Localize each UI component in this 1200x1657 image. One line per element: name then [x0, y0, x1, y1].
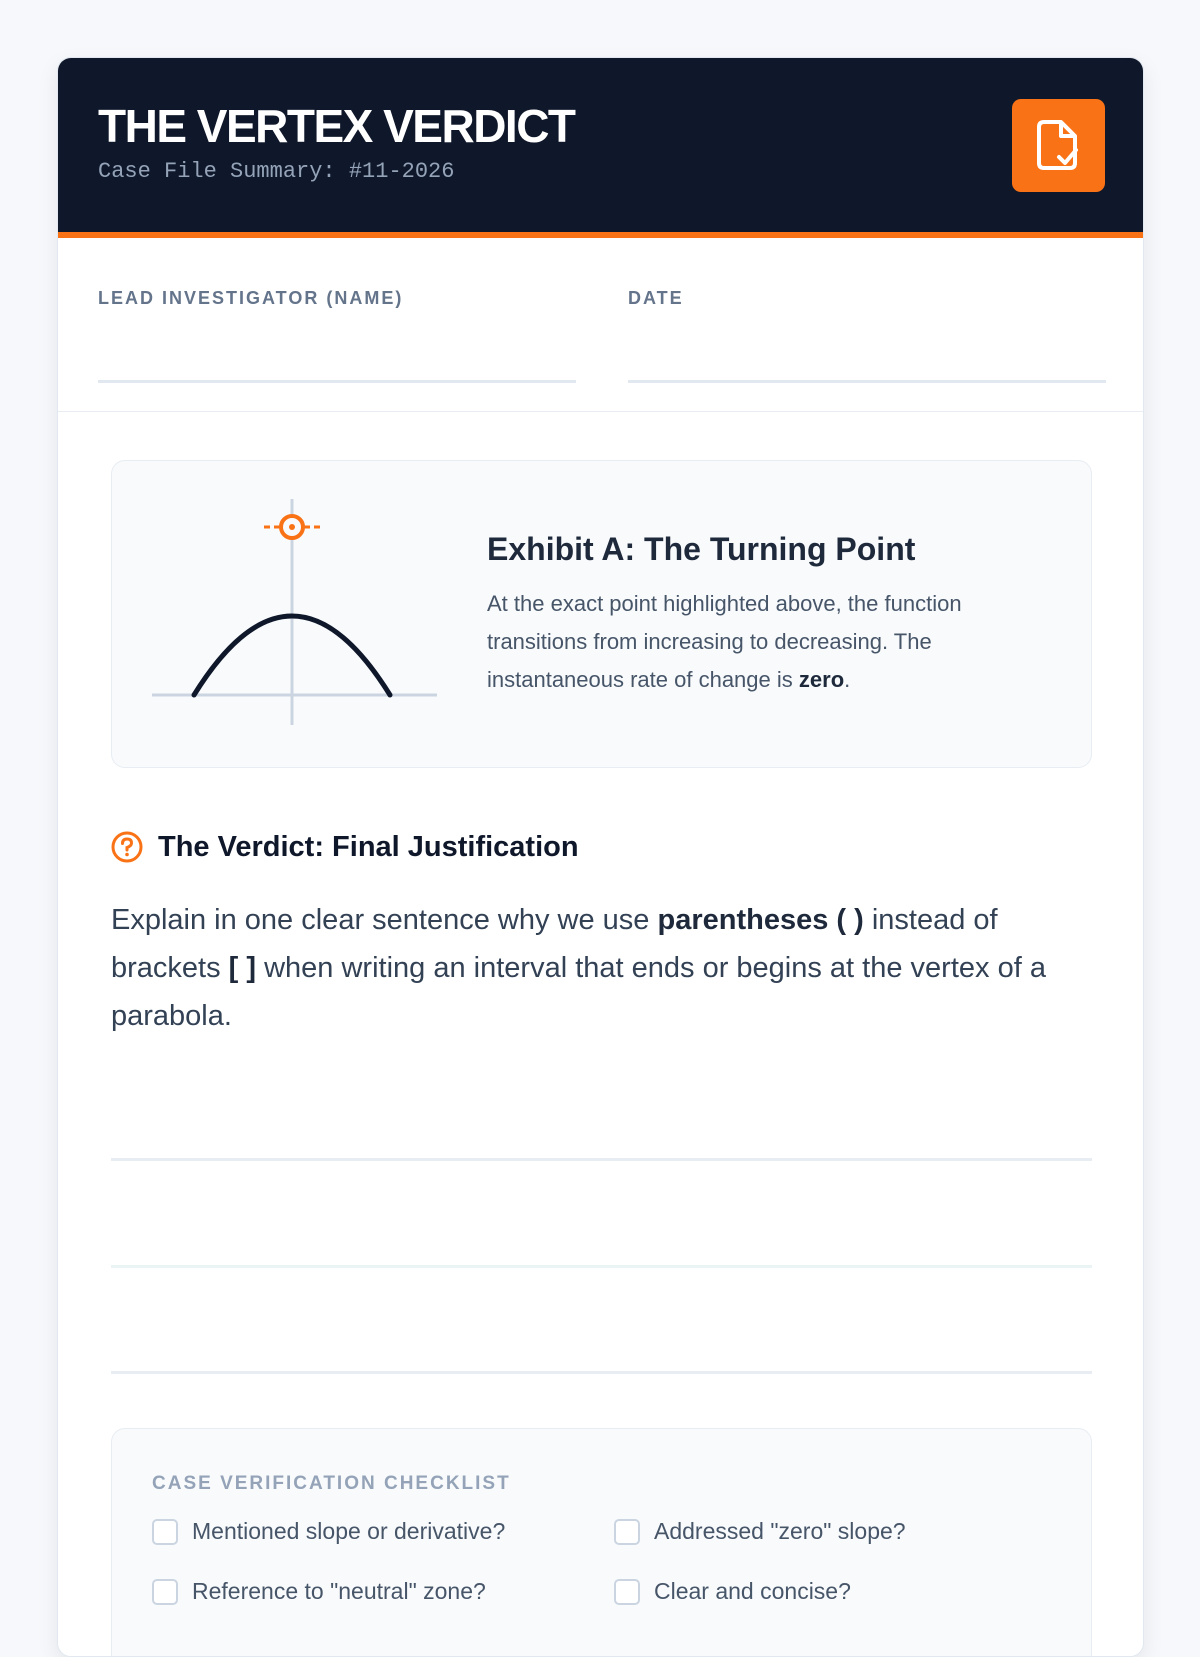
case-file-subtitle: Case File Summary: #11-2026: [98, 159, 455, 184]
exhibit-description: At the exact point highlighted above, the function transitions from increasing to decreasing. The instantaneous rate of change is zero.: [487, 591, 962, 692]
question-circle-icon: [111, 831, 143, 863]
answer-line-1[interactable]: [111, 1158, 1092, 1161]
case-fields: [58, 244, 1143, 412]
page-title: THE VERTEX VERDICT: [98, 100, 575, 152]
checklist-item-label: Reference to "neutral" zone?: [192, 1578, 486, 1604]
investigator-label: LEAD INVESTIGATOR (NAME): [98, 288, 404, 308]
checkbox[interactable]: [614, 1579, 640, 1605]
date-label: DATE: [628, 288, 684, 308]
investigator-input[interactable]: [98, 345, 576, 383]
parabola-vertex-graph: [152, 499, 437, 725]
case-file-card: [57, 57, 1144, 1657]
checkbox[interactable]: [152, 1579, 178, 1605]
exhibit-card: [111, 460, 1092, 768]
verdict-title: The Verdict: Final Justification: [158, 831, 579, 863]
date-field: [628, 289, 1106, 383]
checkbox[interactable]: [614, 1519, 640, 1545]
checklist-item-label: Mentioned slope or derivative?: [192, 1518, 506, 1544]
checklist-title: CASE VERIFICATION CHECKLIST: [152, 1473, 511, 1494]
answer-line-2[interactable]: [111, 1265, 1092, 1268]
checklist-item-label: Addressed "zero" slope?: [654, 1518, 906, 1544]
checkbox[interactable]: [152, 1519, 178, 1545]
file-check-button[interactable]: [1012, 99, 1105, 192]
date-input[interactable]: [628, 345, 1106, 383]
file-check-icon: [1036, 119, 1082, 171]
exhibit-title: Exhibit A: The Turning Point: [487, 531, 916, 567]
checklist-item-label: Clear and concise?: [654, 1578, 851, 1604]
investigator-field: [98, 289, 576, 383]
case-file-header: [58, 58, 1143, 238]
verdict-prompt: Explain in one clear sentence why we use parentheses ( ) instead of brackets [ ] when writing an interval that ends or begins at the vertex of a parabola.: [111, 904, 1046, 1032]
verification-checklist: [111, 1428, 1092, 1657]
answer-line-3[interactable]: [111, 1371, 1092, 1374]
